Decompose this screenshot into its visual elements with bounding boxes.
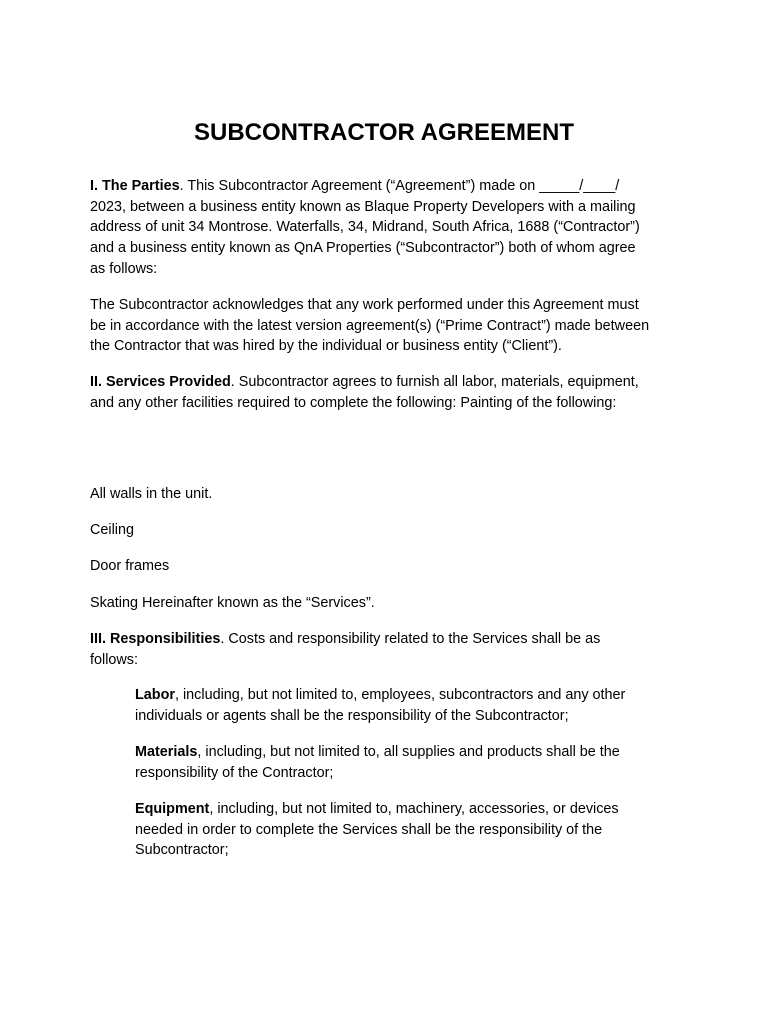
service-item: Skating Hereinafter known as the “Services”. [90, 595, 375, 611]
equipment-term: Equipment [135, 801, 210, 817]
service-item: Door frames [90, 558, 170, 574]
parties-line-1: I. The Parties. This Subcontractor Agreement (“Agreement”) made on _____/____/ [90, 178, 620, 194]
responsibilities-paragraph [90, 629, 690, 670]
parties-line-3: address of unit 34 Montrose. Waterfalls, 34, Midrand, South Africa, 1688 (“Contractor”) [90, 219, 640, 236]
document-title: SUBCONTRACTOR AGREEMENT [193, 119, 574, 146]
equipment-clause: Equipment, including, but not limited to, machinery, accessories, or devices needed in order to complete the Services shall be the responsibility of the Subcontractor; [135, 801, 619, 859]
services-line-1: II. Services Provided. Subcontractor agrees to furnish all labor, materials, equipment, [90, 374, 639, 390]
responsibilities-heading: III. Responsibilities [90, 631, 221, 647]
responsibilities-line-1: III. Responsibilities. Costs and responsibility related to the Services shall be as [90, 631, 601, 647]
responsibilities-line-2: follows: [90, 651, 138, 668]
acknowledgement-line-3: the Contractor that was hired by the individual or business entity (“Client”). [90, 338, 562, 355]
materials-clause: Materials, including, but not limited to, all supplies and products shall be the responsibility of the Contractor; [135, 744, 620, 781]
acknowledgement-paragraph [90, 295, 690, 357]
services-heading: II. Services Provided [90, 374, 231, 390]
labor-clause: Labor, including, but not limited to, employees, subcontractors and any other individuals or agents shall be the responsibility of the Subcontractor; [135, 687, 626, 724]
labor-term: Labor [135, 687, 175, 703]
parties-line-5: as follows: [90, 260, 158, 277]
acknowledgement-line-1: The Subcontractor acknowledges that any work performed under this Agreement must [90, 297, 639, 313]
services-line-2: and any other facilities required to complete the following: Painting of the following: [90, 394, 617, 411]
services-paragraph [90, 372, 690, 413]
parties-paragraph [90, 176, 690, 280]
materials-term: Materials [135, 744, 198, 760]
parties-heading: I. The Parties [90, 178, 180, 194]
acknowledgement-line-2: be in accordance with the latest version agreement(s) (“Prime Contract”) made between [90, 317, 650, 334]
parties-line-4: and a business entity known as QnA Properties (“Subcontractor”) both of whom agree [90, 240, 636, 257]
service-item: All walls in the unit. [90, 486, 213, 502]
service-item: Ceiling [90, 522, 134, 538]
parties-line-2: 2023, between a business entity known as Blaque Property Developers with a mailing [90, 198, 636, 215]
